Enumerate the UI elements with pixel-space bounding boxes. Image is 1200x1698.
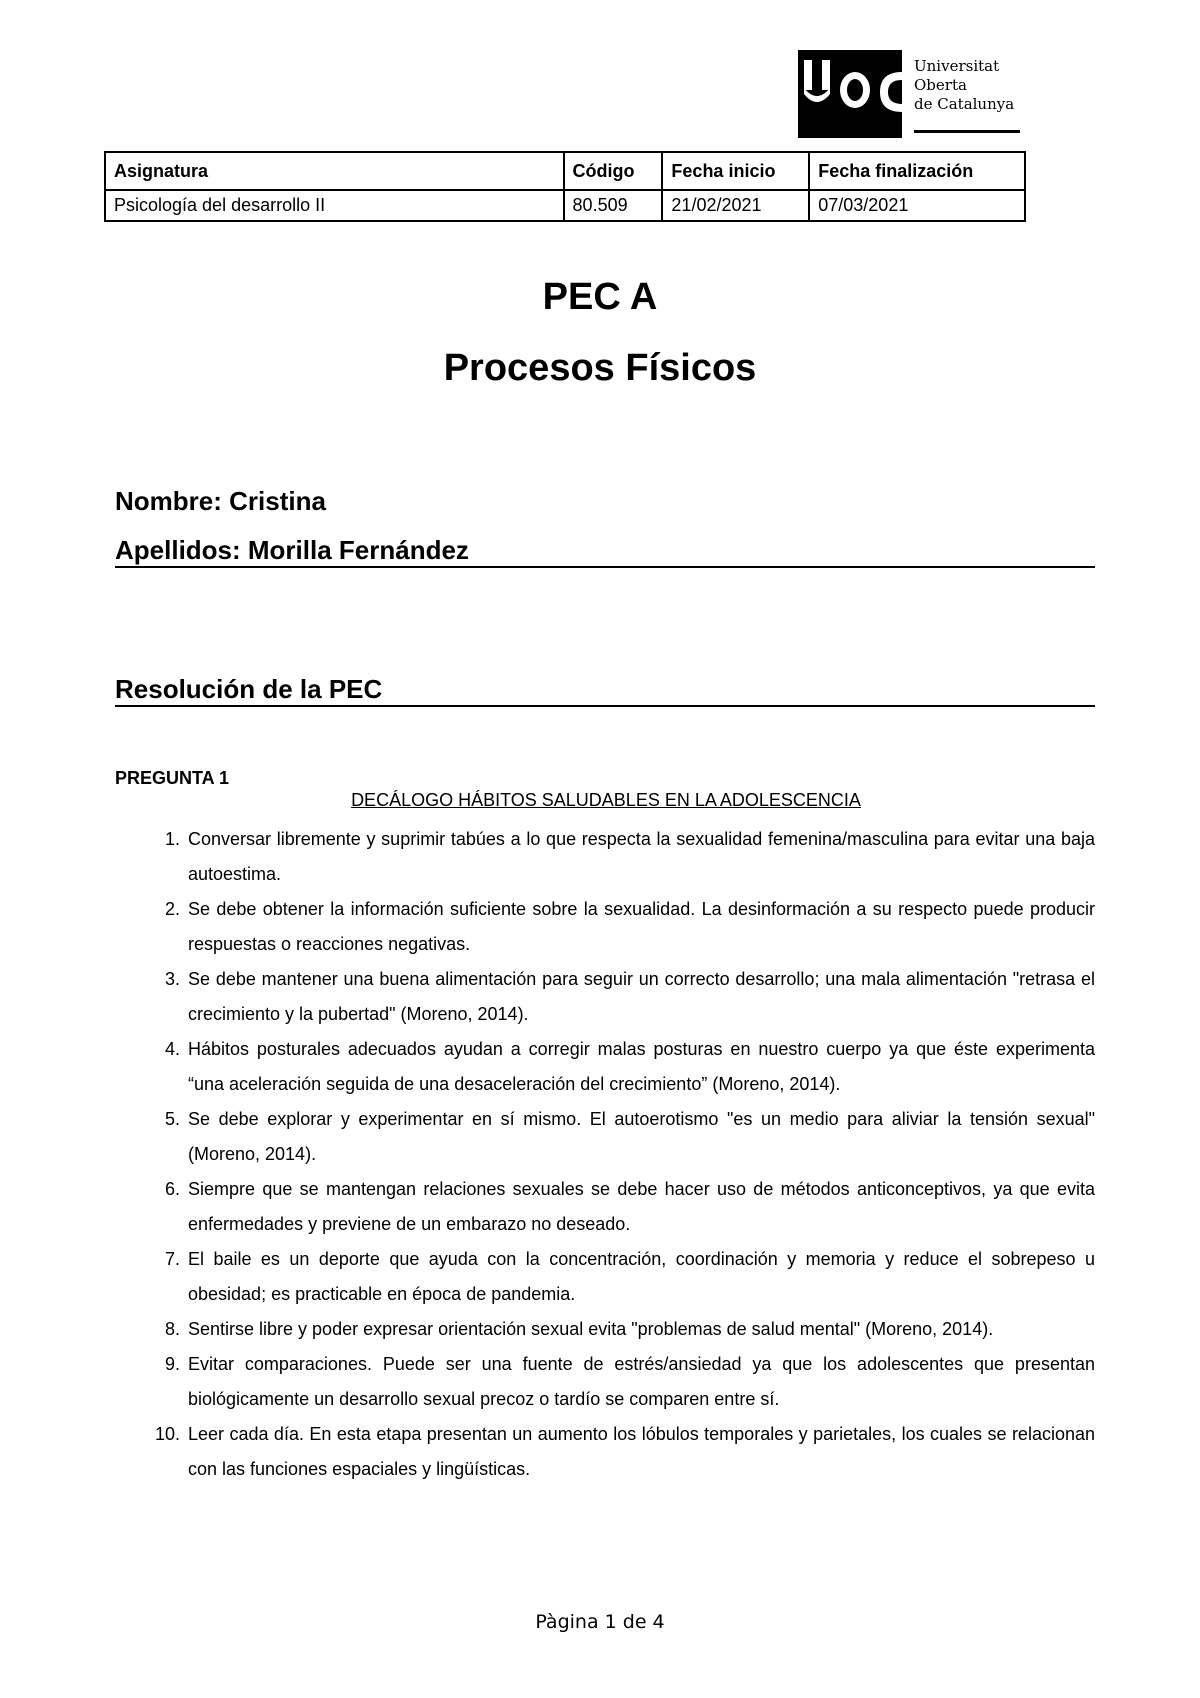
list-item bbox=[150, 1417, 1095, 1487]
header-fecha-finalizacion: Fecha finalización bbox=[809, 152, 1025, 190]
uoc-logo-mark bbox=[798, 50, 910, 138]
section-divider bbox=[115, 705, 1095, 707]
habits-list bbox=[150, 822, 1095, 1487]
page-number-footer: Pàgina 1 de 4 bbox=[535, 1611, 665, 1633]
list-item-number: 1. bbox=[164, 829, 180, 849]
list-item-number: 9. bbox=[164, 1354, 180, 1374]
list-item-text: Sentirse libre y poder expresar orientación sexual evita "problemas de salud mental" (Moreno, 2014). bbox=[188, 1319, 994, 1339]
list-item bbox=[150, 1312, 1095, 1347]
list-item bbox=[150, 892, 1095, 962]
header-codigo: Código bbox=[564, 152, 663, 190]
list-item-text: Siempre que se mantengan relaciones sexuales se debe hacer uso de métodos anticonceptivos, ya que evita enfermedades y previene de un embarazo no deseado. bbox=[188, 1179, 1095, 1234]
list-item-text: Se debe mantener una buena alimentación para seguir un correcto desarrollo; una mala alimentación "retrasa el crecimiento y la pubertad" (Moreno, 2014). bbox=[188, 969, 1095, 1024]
list-item bbox=[150, 1347, 1095, 1417]
student-name: Nombre: Cristina bbox=[115, 486, 326, 516]
document-subtitle: Procesos Físicos bbox=[443, 347, 757, 389]
list-item-number: 7. bbox=[164, 1249, 180, 1269]
logo-line-1: Universitat bbox=[914, 57, 1000, 75]
list-item-number: 3. bbox=[164, 969, 180, 989]
cell-asignatura: Psicología del desarrollo II bbox=[105, 190, 564, 221]
list-item bbox=[150, 1102, 1095, 1172]
list-item-text: El baile es un deporte que ayuda con la concentración, coordinación y memoria y reduce el sobrepeso u obesidad; es practicable en época de pandemia. bbox=[188, 1249, 1095, 1304]
student-divider bbox=[115, 566, 1095, 568]
list-item-text: Evitar comparaciones. Puede ser una fuente de estrés/ansiedad ya que los adolescentes que presentan biológicamente un desarrollo sexual precoz o tardío se comparen entre sí. bbox=[188, 1354, 1095, 1409]
document-title: PEC A bbox=[542, 276, 658, 318]
list-item bbox=[150, 962, 1095, 1032]
cell-codigo: 80.509 bbox=[564, 190, 663, 221]
logo-rule bbox=[914, 130, 1020, 133]
list-item-text: Leer cada día. En esta etapa presentan un aumento los lóbulos temporales y parietales, los cuales se relacionan con las funciones espaciales y lingüísticas. bbox=[188, 1424, 1095, 1479]
logo-line-2: Oberta bbox=[914, 76, 967, 94]
list-item-text: Se debe obtener la información suficiente sobre la sexualidad. La desinformación a su respecto puede producir respuestas o reacciones negativas. bbox=[188, 899, 1095, 954]
list-item-text: Hábitos posturales adecuados ayudan a corregir malas posturas en nuestro cuerpo ya que éste experimenta “una aceleración seguida de una desaceleración del crecimiento” (Moreno, 2014). bbox=[188, 1039, 1095, 1094]
list-item-text: Se debe explorar y experimentar en sí mismo. El autoerotismo "es un medio para aliviar la tensión sexual" (Moreno, 2014). bbox=[188, 1109, 1095, 1164]
cell-fecha-finalizacion: 07/03/2021 bbox=[809, 190, 1025, 221]
logo-wordmark bbox=[914, 57, 1014, 114]
list-item bbox=[150, 822, 1095, 892]
question-label: PREGUNTA 1 bbox=[115, 768, 230, 788]
list-item-number: 5. bbox=[164, 1109, 180, 1129]
table-header-row bbox=[105, 152, 1025, 190]
list-item-number: 10. bbox=[154, 1424, 180, 1444]
table-row bbox=[105, 190, 1025, 221]
header-asignatura: Asignatura bbox=[105, 152, 564, 190]
list-item-number: 6. bbox=[164, 1179, 180, 1199]
cell-fecha-inicio: 21/02/2021 bbox=[662, 190, 809, 221]
header-fecha-inicio: Fecha inicio bbox=[662, 152, 809, 190]
list-item-text: Conversar libremente y suprimir tabúes a lo que respecta la sexualidad femenina/masculina para evitar una baja autoestima. bbox=[188, 829, 1095, 884]
list-item bbox=[150, 1242, 1095, 1312]
student-surnames: Apellidos: Morilla Fernández bbox=[115, 535, 469, 565]
subject-info-table bbox=[104, 151, 1026, 222]
logo-line-3: de Catalunya bbox=[914, 95, 1015, 113]
list-item-number: 2. bbox=[164, 899, 180, 919]
list-item bbox=[150, 1032, 1095, 1102]
section-heading: Resolución de la PEC bbox=[115, 674, 383, 704]
list-title: DECÁLOGO HÁBITOS SALUDABLES EN LA ADOLESCENCIA bbox=[351, 790, 861, 810]
uoc-logo bbox=[798, 50, 1020, 138]
list-item-number: 8. bbox=[164, 1319, 180, 1339]
list-item bbox=[150, 1172, 1095, 1242]
list-item-number: 4. bbox=[164, 1039, 180, 1059]
